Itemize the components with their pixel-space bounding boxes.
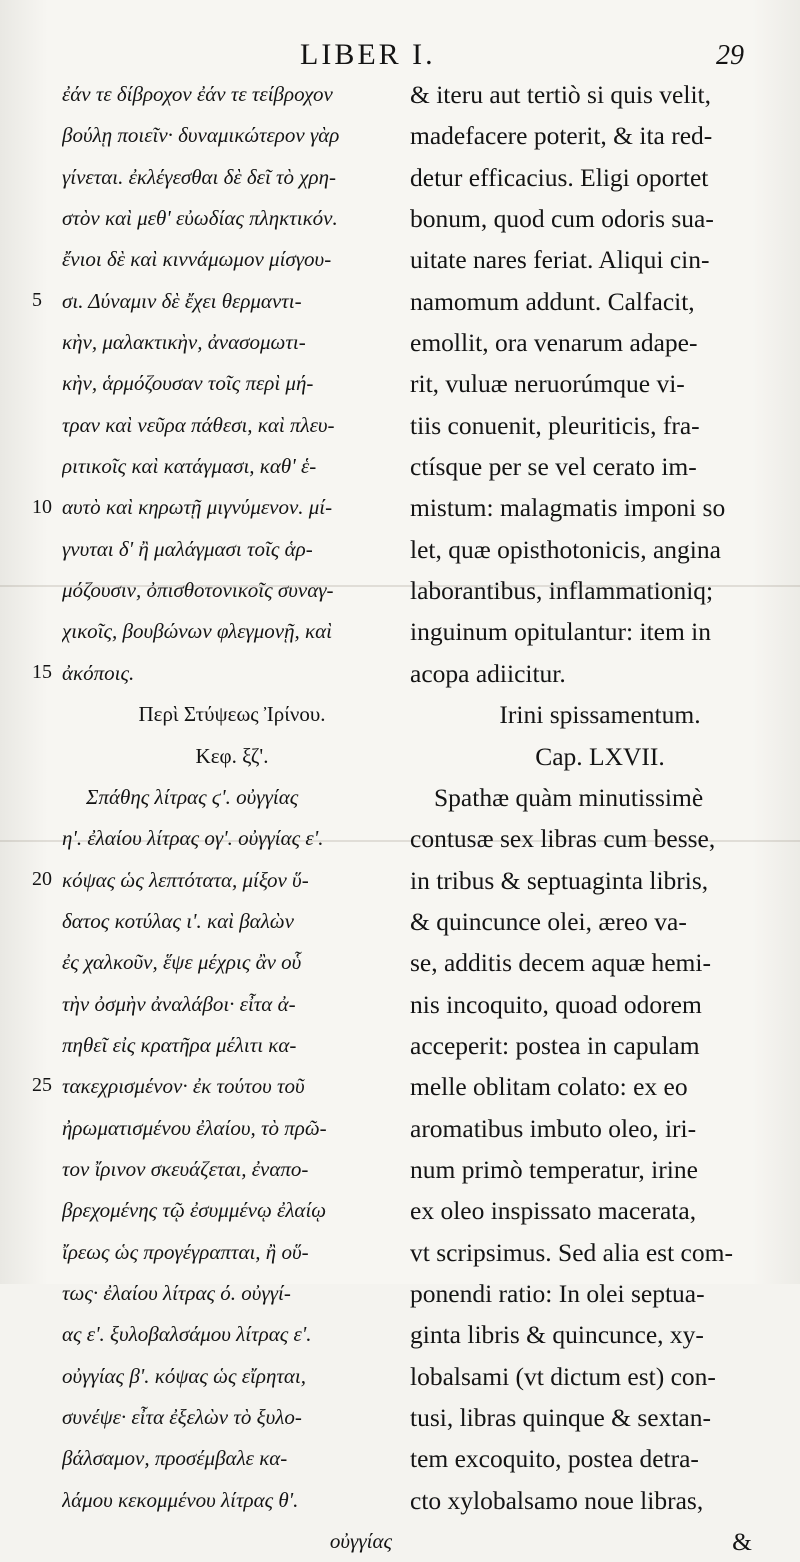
greek-text-line: χικοῖς, βουβώνων φλεγμονῇ, καὶ: [62, 619, 332, 644]
line-number-marker: 15: [32, 660, 52, 683]
greek-text-line: δατος κοτύλας ι'. καὶ βαλὼν: [62, 908, 294, 933]
latin-text-line: &: [732, 1527, 752, 1557]
latin-text-line: contusæ sex libras cum besse,: [410, 824, 716, 854]
greek-text-line: ἴρεως ὡς προγέγραπται, ἢ οὕ-: [62, 1239, 309, 1264]
latin-text-line: lobalsami (vt dictum est) con-: [410, 1361, 716, 1391]
greek-text-line: λάμου κεκομμένου λίτρας θ'.: [62, 1487, 299, 1512]
greek-text-line: μόζουσιν, ὀπισθοτονικοῖς συναγ-: [62, 578, 334, 603]
latin-text-line: emollit, ora venarum adape-: [410, 328, 698, 358]
latin-text-line: detur efficacius. Eligi oportet: [410, 162, 709, 192]
latin-text-line: laborantibus, inflammationiq;: [410, 576, 714, 606]
latin-text-line: & quincunce olei, æreo va-: [410, 906, 687, 936]
latin-text-line: acceperit: postea in capulam: [410, 1030, 700, 1060]
greek-text-line: ἔνιοι δὲ καὶ κιννάμωμον μίσγου-: [62, 247, 332, 272]
latin-text-line: let, quæ opisthotonicis, angina: [410, 534, 721, 564]
latin-text-line: uitate nares feriat. Aliqui cin-: [410, 245, 710, 275]
latin-text-line: inguinum opitulantur: item in: [410, 617, 712, 647]
latin-text-line: num primò temperatur, irine: [410, 1154, 698, 1184]
line-number-marker: 5: [32, 288, 42, 311]
greek-text-line: ἠρωματισμένου ἐλαίου, τὸ πρῶ-: [62, 1115, 327, 1140]
greek-text-line: τως· ἐλαίου λίτρας ό. οὐγγί-: [62, 1280, 291, 1305]
latin-text-line: cto xylobalsamo noue libras,: [410, 1485, 704, 1515]
greek-text-line: στὸν καὶ μεθ' εὐωδίας πληκτικόν.: [62, 206, 338, 231]
latin-text-line: in tribus & septuaginta libris,: [410, 865, 709, 895]
running-header: LIBER I.: [300, 38, 436, 71]
latin-text-line: mistum: malagmatis imponi so: [410, 493, 726, 523]
latin-text-line: rit, vuluæ neruorúmque vi-: [410, 369, 685, 399]
latin-text-line: Irini spissamentum.: [499, 700, 701, 730]
greek-text-line: η'. ἐλαίου λίτρας ογ'. οὐγγίας ε'.: [62, 826, 324, 851]
greek-text-line: γίνεται. ἐκλέγεσθαι δὲ δεῖ τὸ χρη-: [62, 164, 337, 189]
latin-text-line: vt scripsimus. Sed alia est com-: [410, 1237, 733, 1267]
greek-text-line: κόψας ὡς λεπτότατα, μίξον ὕ-: [62, 867, 309, 892]
latin-text-line: tem excoquito, postea detra-: [410, 1444, 699, 1474]
greek-text-line: Σπάθης λίτρας ϛ'. οὐγγίας: [86, 784, 299, 809]
greek-text-line: γνυται δ' ἢ μαλάγμασι τοῖς ἁρ-: [62, 536, 313, 561]
page-number: 29: [716, 40, 744, 71]
latin-text-line: Cap. LXVII.: [535, 741, 665, 771]
greek-text-line: τακεχρισμένον· ἐκ τούτου τοῦ: [62, 1074, 305, 1099]
greek-text-line: βάλσαμον, προσέμβαλε κα-: [62, 1446, 288, 1471]
greek-text-line: τραν καὶ νεῦρα πάθεσι, καὶ πλευ-: [62, 412, 335, 437]
latin-text-line: madefacere poterit, & ita red-: [410, 121, 713, 151]
greek-text-line: σι. Δύναμιν δὲ ἔχει θερμαντι-: [62, 288, 302, 313]
greek-text-line: πηθεῖ εἰς κρατῆρα μέλιτι κα-: [62, 1032, 297, 1057]
greek-text-line: ριτικοῖς καὶ κατάγμασι, καθ' ἑ-: [62, 454, 317, 479]
latin-text-line: ctísque per se vel cerato im-: [410, 452, 697, 482]
greek-text-line: βρεχομένης τῷ ἐσυμμένῳ ἐλαίῳ: [62, 1198, 327, 1223]
greek-text-column: [62, 74, 402, 1562]
greek-text-line: κὴν, μαλακτικὴν, ἀνασομωτι-: [62, 330, 306, 355]
latin-text-line: acopa adiicitur.: [410, 658, 566, 688]
greek-text-line: κὴν, ἁρμόζουσαν τοῖς περὶ μή-: [62, 371, 314, 396]
greek-text-line: Περὶ Στύψεως Ἰρίνου.: [138, 702, 326, 727]
greek-text-line: ἐς χαλκοῦν, ἕψε μέχρις ἂν οὗ: [62, 950, 302, 975]
latin-text-line: Spathæ quàm minutissimè: [434, 782, 704, 812]
latin-text-column: [410, 74, 790, 1562]
greek-text-line: ἀκόποις.: [62, 660, 135, 685]
greek-text-line: τον ἴρινον σκευάζεται, ἐναπο-: [62, 1156, 309, 1181]
greek-text-line: Κεφ. ξζ'.: [195, 743, 269, 768]
latin-text-line: se, additis decem aquæ hemi-: [410, 948, 711, 978]
latin-text-line: melle oblitam colato: ex eo: [410, 1072, 688, 1102]
greek-text-line: οὐγγίας: [329, 1529, 392, 1554]
latin-text-line: ginta libris & quincunce, xy-: [410, 1320, 704, 1350]
greek-text-line: βούλῃ ποιεῖν· δυναμικώτερον γὰρ: [62, 123, 340, 148]
greek-text-line: οὐγγίας β'. κόψας ὡς εἴρηται,: [62, 1363, 307, 1388]
greek-text-line: ἐάν τε δίβροχον ἐάν τε τείβροχον: [62, 82, 333, 106]
greek-text-line: συνέψε· εἶτα ἐξελὼν τὸ ξυλο-: [62, 1405, 302, 1429]
latin-text-line: bonum, quod cum odoris sua-: [410, 204, 714, 234]
latin-text-line: ex oleo inspissato macerata,: [410, 1196, 697, 1226]
greek-text-line: αυτὸ καὶ κηρωτῇ μιγνύμενον. μί-: [62, 495, 333, 520]
line-number-marker: 20: [32, 867, 52, 890]
greek-text-line: ας ε'. ξυλοβαλσάμου λίτρας ε'.: [62, 1322, 312, 1347]
latin-text-line: & iteru aut tertiò si quis velit,: [410, 80, 711, 109]
latin-text-line: tiis conuenit, pleuriticis, fra-: [410, 410, 700, 440]
line-number-marker: 25: [32, 1074, 52, 1097]
line-number-marker: 10: [32, 495, 52, 518]
latin-text-line: tusi, libras quinque & sextan-: [410, 1403, 711, 1432]
latin-text-line: ponendi ratio: In olei septua-: [410, 1278, 705, 1308]
latin-text-line: nis incoquito, quoad odorem: [410, 989, 702, 1019]
greek-text-line: τὴν ὀσμὴν ἀναλάβοι· εἶτα ἀ-: [62, 991, 296, 1016]
latin-text-line: namomum addunt. Calfacit,: [410, 286, 695, 316]
latin-text-line: aromatibus imbuto oleo, iri-: [410, 1113, 697, 1143]
